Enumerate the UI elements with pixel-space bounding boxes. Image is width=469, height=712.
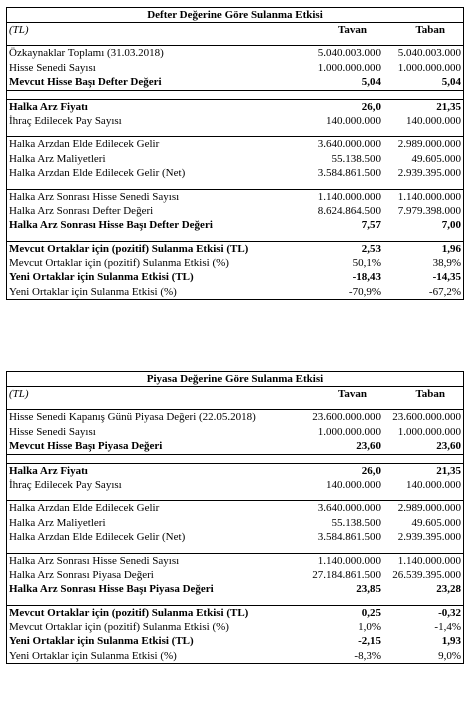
row-label: Halka Arzdan Elde Edilecek Gelir [9,138,160,151]
group-divider [7,181,463,190]
row-label: Mevcut Ortaklar için (pozitif) Sulanma Etkisi (%) [9,621,229,634]
cell-tavan: 3.640.000.000 [317,138,381,151]
cell-taban: 2.939.395.000 [397,531,461,544]
table-row [7,256,463,270]
table-row [7,649,463,663]
row-label: İhraç Edilecek Pay Sayısı [9,478,122,491]
table-row [7,582,463,596]
cell-taban: 2.989.000.000 [397,502,461,515]
cell-tavan: 1.140.000.000 [317,554,381,567]
unit-label: (TL) [9,388,29,400]
cell-tavan: 23,60 [356,440,381,453]
row-label: Mevcut Ortaklar için (pozitif) Sulanma Etkisi (TL) [9,242,249,255]
group-divider [7,91,463,100]
cell-tavan: 1,0% [358,621,381,634]
table-row [7,285,463,299]
cell-taban: 9,0% [438,649,461,662]
cell-taban: 1.140.000.000 [397,554,461,567]
cell-taban: 2.989.000.000 [397,138,461,151]
table-row [7,242,463,256]
table-row [7,270,463,284]
group-divider [7,128,463,137]
cell-tavan: 2,53 [361,242,381,255]
row-label: Mevcut Hisse Başı Piyasa Değeri [9,440,163,453]
cell-taban: 23,60 [436,440,461,453]
table-row [7,620,463,634]
row-label: Halka Arz Sonrası Piyasa Değeri [9,568,154,581]
unit-label: (TL) [9,24,29,36]
cell-taban: 140.000.000 [406,114,461,127]
table-row [7,137,463,151]
cell-tavan: 3.640.000.000 [317,502,381,515]
book-value-dilution-table [6,7,464,300]
row-label: Yeni Ortaklar için Sulanma Etkisi (%) [9,285,177,298]
cell-tavan: 1.000.000.000 [317,61,381,74]
table-row [7,530,463,544]
cell-taban: -1,4% [434,621,461,634]
table-row [7,568,463,582]
table-header-row [7,387,463,401]
row-label: İhraç Edilecek Pay Sayısı [9,114,122,127]
row-label: Halka Arz Maliyetleri [9,152,106,165]
row-label: Mevcut Hisse Başı Defter Değeri [9,76,162,89]
table-row [7,100,463,114]
col-header-tavan: Tavan [338,388,367,400]
cell-tavan: -18,43 [352,271,381,284]
row-label: Mevcut Ortaklar için (pozitif) Sulanma Etkisi (TL) [9,606,249,619]
cell-tavan: 5,04 [361,76,381,89]
cell-taban: 49.605.000 [411,152,461,165]
cell-taban: 1.000.000.000 [397,61,461,74]
col-header-taban: Taban [415,24,445,36]
cell-taban: 140.000.000 [406,478,461,491]
cell-tavan: 5.040.003.000 [317,47,381,60]
cell-tavan: -70,9% [348,285,381,298]
cell-tavan: 27.184.861.500 [312,568,381,581]
table-row [7,634,463,648]
group-divider [7,455,463,464]
group-divider [7,492,463,501]
cell-tavan: 23.600.000.000 [312,411,381,424]
row-label: Halka Arzdan Elde Edilecek Gelir (Net) [9,531,186,544]
cell-taban: 5.040.003.000 [397,47,461,60]
cell-taban: -67,2% [428,285,461,298]
table-row [7,61,463,75]
row-label: Halka Arz Sonrası Hisse Başı Piyasa Değeri [9,583,214,596]
table-row [7,439,463,454]
row-label: Yeni Ortaklar için Sulanma Etkisi (TL) [9,271,194,284]
cell-taban: 21,35 [436,464,461,477]
table-body [7,401,463,663]
cell-taban: 5,04 [441,76,461,89]
table-row [7,204,463,218]
cell-tavan: 140.000.000 [326,478,381,491]
row-label: Halka Arz Fiyatı [9,464,88,477]
table-row [7,152,463,166]
cell-tavan: 0,25 [361,606,381,619]
group-divider [7,37,463,46]
cell-tavan: 140.000.000 [326,114,381,127]
row-label: Halka Arz Sonrası Hisse Senedi Sayısı [9,190,180,203]
table-row [7,464,463,478]
table-row [7,190,463,204]
table-row [7,166,463,180]
cell-tavan: 23,85 [356,583,381,596]
table-header-row [7,23,463,37]
cell-tavan: 8.624.864.500 [317,204,381,217]
row-label: Yeni Ortaklar için Sulanma Etkisi (TL) [9,635,194,648]
cell-taban: 23.600.000.000 [392,411,461,424]
cell-taban: 1.000.000.000 [397,425,461,438]
row-label: Hisse Senedi Sayısı [9,61,96,74]
table-row [7,501,463,515]
row-label: Halka Arz Fiyatı [9,100,88,113]
cell-taban: 1,93 [441,635,461,648]
cell-tavan: 55.138.500 [331,152,381,165]
table-body [7,37,463,299]
cell-tavan: 55.138.500 [331,516,381,529]
cell-taban: 7,00 [441,219,461,232]
group-divider [7,233,463,242]
cell-tavan: 26,0 [361,464,381,477]
row-label: Halka Arz Sonrası Defter Değeri [9,204,154,217]
cell-tavan: 1.140.000.000 [317,190,381,203]
cell-taban: 23,28 [436,583,461,596]
row-label: Halka Arz Sonrası Hisse Başı Defter Değeri [9,219,213,232]
table-row [7,114,463,128]
cell-tavan: 3.584.861.500 [317,167,381,180]
table-row [7,425,463,439]
cell-tavan: 3.584.861.500 [317,531,381,544]
row-label: Hisse Senedi Sayısı [9,425,96,438]
table-row [7,410,463,424]
group-divider [7,401,463,410]
cell-taban: -14,35 [432,271,461,284]
row-label: Hisse Senedi Kapanış Günü Piyasa Değeri (22.05.2018) [9,411,256,424]
table-row [7,218,463,232]
row-label: Özkaynaklar Toplamı (31.03.2018) [9,47,164,60]
table-title: Piyasa Değerine Göre Sulanma Etkisi [7,372,463,387]
cell-taban: -0,32 [438,606,461,619]
row-label: Halka Arzdan Elde Edilecek Gelir (Net) [9,167,186,180]
table-row [7,606,463,620]
cell-taban: 7.979.398.000 [397,204,461,217]
cell-taban: 1.140.000.000 [397,190,461,203]
table-row [7,478,463,492]
col-header-tavan: Tavan [338,24,367,36]
col-header-taban: Taban [415,388,445,400]
group-divider [7,597,463,606]
cell-tavan: 26,0 [361,100,381,113]
row-label: Halka Arz Sonrası Hisse Senedi Sayısı [9,554,180,567]
row-label: Mevcut Ortaklar için (pozitif) Sulanma Etkisi (%) [9,257,229,270]
cell-tavan: -2,15 [358,635,381,648]
cell-taban: 1,96 [441,242,461,255]
group-divider [7,545,463,554]
market-value-dilution-table [6,371,464,664]
row-label: Halka Arzdan Elde Edilecek Gelir [9,502,160,515]
cell-tavan: 7,57 [361,219,381,232]
table-title: Defter Değerine Göre Sulanma Etkisi [7,8,463,23]
cell-taban: 21,35 [436,100,461,113]
table-row [7,46,463,60]
row-label: Halka Arz Maliyetleri [9,516,106,529]
cell-tavan: 1.000.000.000 [317,425,381,438]
cell-tavan: -8,3% [354,649,381,662]
cell-taban: 49.605.000 [411,516,461,529]
table-row [7,75,463,90]
cell-taban: 2.939.395.000 [397,167,461,180]
table-row [7,554,463,568]
cell-taban: 26.539.395.000 [392,568,461,581]
cell-taban: 38,9% [432,257,461,270]
row-label: Yeni Ortaklar için Sulanma Etkisi (%) [9,649,177,662]
table-row [7,516,463,530]
cell-tavan: 50,1% [352,257,381,270]
